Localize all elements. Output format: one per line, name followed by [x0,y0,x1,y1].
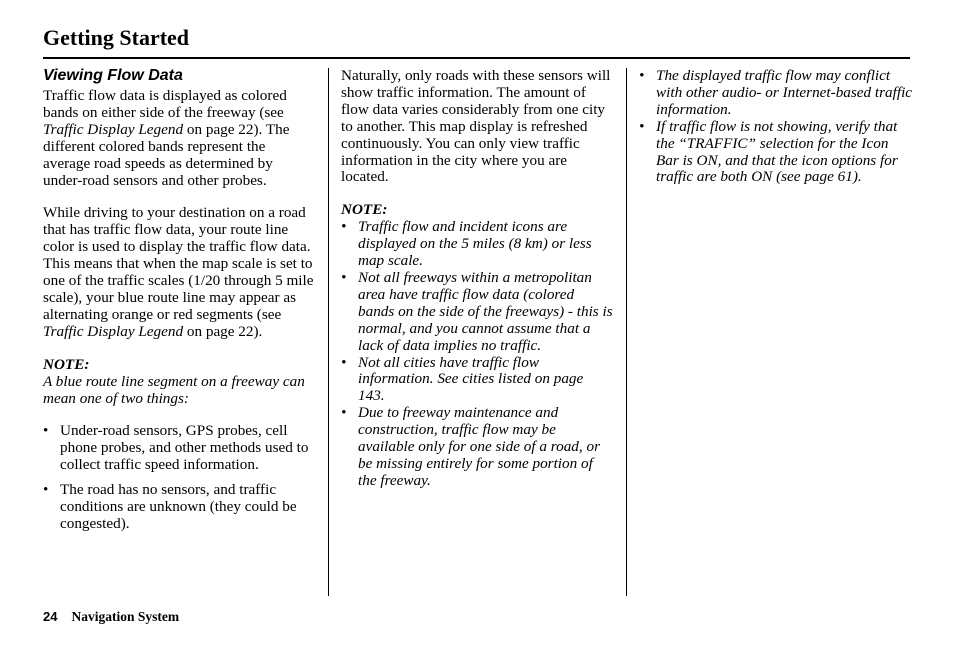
list-item [341,219,613,270]
paragraph [43,88,315,189]
page-header [43,24,910,59]
note-intro: A blue route line segment on a freeway can mean one of two things: [43,372,305,407]
column-right [639,66,914,186]
note-title: NOTE: [43,355,90,373]
bullet-list [341,219,613,490]
list-item-text: The displayed traffic flow may conflict with other audio- or Internet-based traffic information. [656,67,913,118]
reference-italic: Traffic Display Legend [43,120,184,138]
bullet-glyph: • [639,67,645,84]
text-run: Traffic flow data is displayed as colored bands on either side of the freeway (see [43,87,287,121]
bullet-list [639,68,914,186]
column-divider [328,68,329,596]
paragraph: Naturally, only roads with these sensors will show traffic information. The amount of flow data varies considerably from one city to another. This map display is refreshed continuously. You can only view traffic information in the city where you are located. [341,67,611,186]
page-title: Getting Started [43,25,190,50]
bullet-glyph: • [341,353,347,371]
text-run: While driving to your destination on a road that has traffic flow data, your route line color is used to display the traffic flow data. This means that when the map scale is set to one of the traffic scales (1/20 through 5 mile scale), your blue route line may appear as alternating orange or red segments (see [43,204,314,323]
list-item [639,119,914,187]
list-item-text: Due to freeway maintenance and construction, traffic flow may be available only for one side of a road, or be missing entirely for some portion of the freeway. [358,404,600,489]
list-item [43,423,315,474]
page-number: 24 [43,609,58,624]
list-item [43,482,315,533]
list-item-text: Under-road sensors, GPS probes, cell phone probes, and other methods used to collect traffic speed information. [60,422,309,474]
bullet-glyph: • [43,481,49,499]
column-left [43,66,315,533]
reference-italic: Traffic Display Legend [43,322,184,340]
section-title: Viewing Flow Data [43,67,183,84]
list-item [341,355,613,406]
list-item-text: Traffic flow and incident icons are displayed on the 5 miles (8 km) or less map scale. [358,218,592,270]
list-item-text: The road has no sensors, and traffic conditions are unknown (they could be congested). [60,481,297,532]
footer-label: Navigation System [71,609,180,624]
list-item-text: Not all cities have traffic flow information. See cities listed on page 143. [358,353,584,405]
paragraph [43,205,315,340]
list-item [341,270,613,355]
bullet-glyph: • [639,117,645,135]
column-middle [341,66,613,490]
text-run: on page 22). The different colored bands represent the average road speeds as determined by under-road sensors and other probes. [43,120,290,189]
text-run: on page 22). [183,322,263,340]
bullet-list [43,423,315,532]
page-footer [43,609,179,625]
note-title: NOTE: [341,201,388,219]
bullet-glyph: • [341,404,347,422]
bullet-glyph: • [341,268,347,286]
bullet-glyph: • [43,422,49,440]
column-divider [626,68,627,596]
list-item [341,405,613,490]
bullet-glyph: • [341,218,347,236]
list-item [639,68,914,119]
list-item-text: If traffic flow is not showing, verify that the “TRAFFIC” selection for the Icon Bar is ON, and that the icon options for traffic are both ON (see page 61). [656,117,898,186]
list-item-text: Not all freeways within a metropolitan area have traffic flow data (colored bands on the side of the freeways) - this is normal, and you cannot assume that a lack of data implies no traffic. [358,268,613,354]
